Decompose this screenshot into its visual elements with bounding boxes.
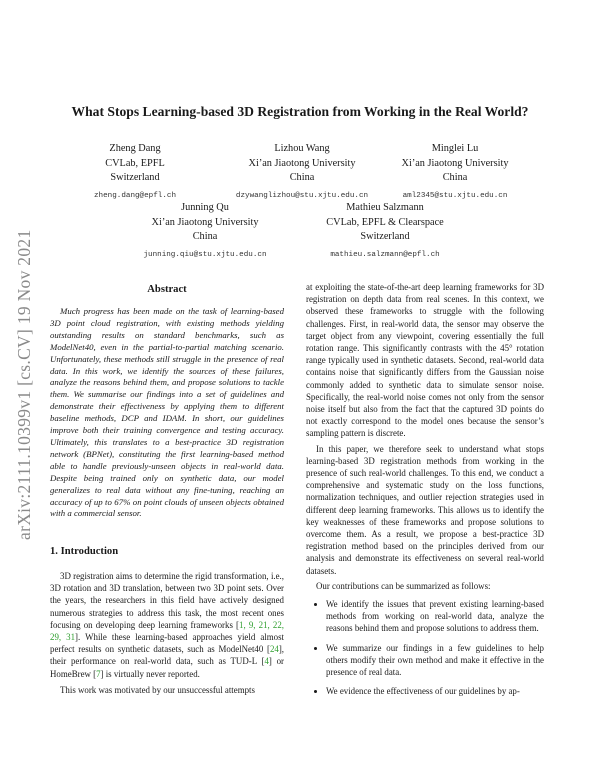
citation-link[interactable]: 4 [264, 656, 269, 667]
intro-paragraph: This work was motivated by our unsuccessful attempts [60, 684, 255, 695]
list-item: • We summarize our findings in a few guidelines to help others modify their own method and make it effective in the presence of real data. [326, 642, 544, 679]
citation-link[interactable]: 1, 9, 21, 22, 29, 31 [50, 619, 285, 643]
author-email[interactable]: mathieu.salzmann@epfl.ch [330, 250, 440, 259]
introduction-body [50, 570, 284, 700]
intro-text: ], their performance on real-world data, such as TUD-L [ [50, 644, 284, 667]
citation-link[interactable]: 7 [96, 668, 101, 679]
author-country: Switzerland [360, 231, 410, 242]
author-name: Minglei Lu [431, 143, 479, 154]
body-paragraph: Our contributions can be summarized as follows: [316, 580, 491, 591]
author-name: Lizhou Wang [274, 143, 330, 154]
abstract-text: Much progress has been made on the task of learning-based 3D point cloud registration, with existing methods yielding outstanding results on standard benchmarks, such as ModelNet40, even in the partial-to-partial matching scenario. Unfortunately, these methods still struggle in the presence of real data. In this work, we identify the sources of these failures, analyze the reasons behind them, and propose solutions to tackle them. We summarise our findings into a set of guidelines and demonstrate their effectiveness by applying them to different baseline methods, DCP and IDAM. In short, our guidelines improve both their training convergence and testing accuracy. Ultimately, this translates to a best-practice 3D registration network (BPNet), constituting the first learning-based method able to handle previously-unseen objects in real-world data. Despite being trained only on synthetic data, our model generalizes to real data without any fine-tuning, reaching an accuracy of up to 67% on point clouds of unseen objects obtained with a commercial sensor. [50, 306, 284, 519]
author-block [125, 201, 285, 262]
intro-text: 3D registration aims to determine the rigid transformation, i.e., 3D rotation and 3D translation, between two 3D point sets. Over the years, the researchers in this field have actively designed numerous strategies to address this task, the most recent ones focusing on developing deep learning frameworks [ [50, 571, 284, 630]
author-affiliation: CVLab, EPFL & Clearspace [326, 216, 444, 228]
author-country: China [442, 172, 468, 183]
intro-text: ] or HomeBrew [ [50, 656, 284, 679]
author-name: Zheng Dang [109, 143, 161, 154]
author-email[interactable]: aml2345@stu.xjtu.edu.cn [402, 191, 508, 200]
intro-text: ]. While these learning-based approaches yield almost perfect results on synthetic datasets, such as ModelNet40 [ [50, 632, 284, 655]
body-paragraph: In this paper, we therefore seek to understand what stops learning-based 3D registration methods from working in the presence of such real-world challenges. To this end, we conduct a comprehensive and systematic study on the loss functions, normalization techniques, and outlier rejection strategies used in different deep learning frameworks. This allows us to identify the key weaknesses of these frameworks and propose solutions to overcome them. As a result, we propose a best-practice 3D registration method based on the principles derived from our analysis and demonstrate its effectiveness on several real-world datasets. [306, 443, 544, 576]
author-email[interactable]: junning.qiu@stu.xjtu.edu.cn [143, 250, 267, 259]
citation-link[interactable]: 24 [269, 644, 279, 655]
author-name: Junning Qu [181, 202, 229, 213]
intro-text: ] is virtually never reported. [100, 668, 200, 679]
list-item: • We evidence the effectiveness of our guidelines by ap- [326, 685, 544, 697]
contributions-list [306, 598, 544, 697]
author-email[interactable]: dzywanglizhou@stu.xjtu.edu.cn [235, 191, 369, 200]
author-affiliation: Xi’an Jiaotong University [248, 157, 356, 169]
arxiv-stamp: arXiv:2111.10399v1 [cs.CV] 19 Nov 2021 [14, 229, 34, 540]
author-name: Mathieu Salzmann [346, 202, 424, 213]
author-block [300, 201, 470, 262]
author-country: China [192, 231, 218, 242]
body-paragraph: at exploiting the state-of-the-art deep learning frameworks for 3D registration on depth data from real scenes. In this context, we observed these frameworks to struggle with the following challenges. First, in real-world data, the sensor may observe the target object from any viewpoint, covering essentially the full rotation range. This significantly contrasts with the 45° rotation range typically used in synthetic datasets. Second, real-world data contains noise that significantly differs from the Gaussian noise commonly added to synthetic data to simulate sensor noise. Specifically, the real-world noise comes not only from the sensor noise itself but also from the fact that the captured 3D points do not exactly correspond to the model ones because the sensor’s sampling pattern is discrete. [306, 282, 544, 439]
author-block [222, 142, 382, 203]
paper-title: What Stops Learning-based 3D Registration from Working in the Real World? [71, 104, 529, 119]
author-email[interactable]: zheng.dang@epfl.ch [93, 191, 177, 200]
right-column [306, 281, 544, 705]
intro-paragraph [50, 570, 284, 680]
author-affiliation: CVLab, EPFL [105, 157, 165, 169]
author-block [65, 142, 205, 203]
author-affiliation: Xi’an Jiaotong University [401, 157, 509, 169]
list-item: • We identify the issues that prevent existing learning-based methods from working on real-world data, analyze the reasons behind them and propose solutions to address them. [326, 598, 544, 635]
author-affiliation: Xi’an Jiaotong University [151, 216, 259, 228]
author-country: China [289, 172, 315, 183]
author-country: Switzerland [110, 172, 160, 183]
abstract-heading: Abstract [147, 284, 187, 295]
author-block [375, 142, 535, 203]
section-heading-introduction: 1. Introduction [50, 546, 119, 557]
